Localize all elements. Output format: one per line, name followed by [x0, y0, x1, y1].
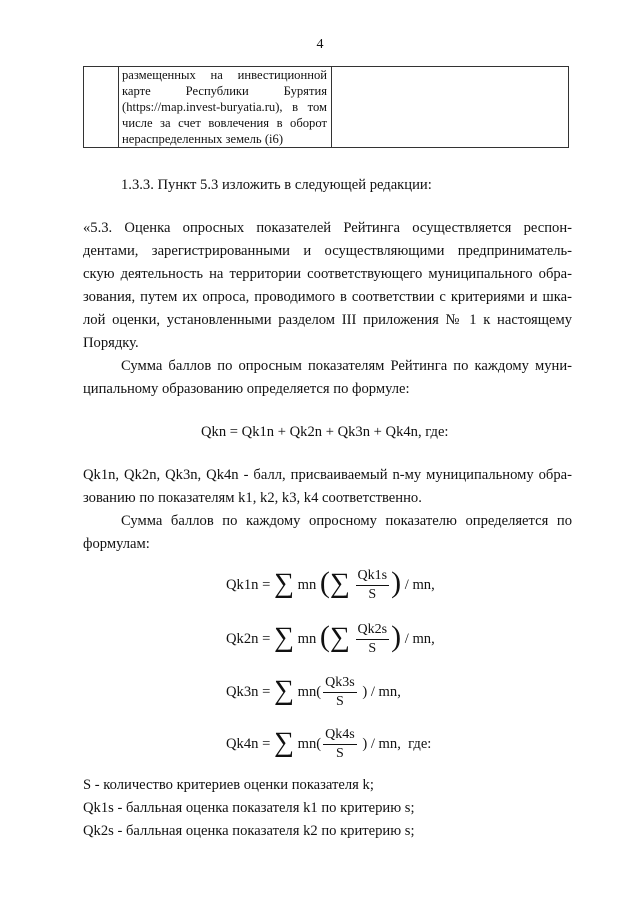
formula-mn: mn(: [297, 683, 322, 700]
definition-line: Qk2s - балльная оценка показателя k2 по критерию s;: [83, 823, 415, 839]
formula-paren: (: [319, 565, 330, 599]
sum-symbol-icon: ∑: [329, 567, 350, 599]
clause-heading: 1.3.3. Пункт 5.3 изложить в следующей редакции:: [121, 177, 432, 193]
table-cell-empty: [332, 67, 569, 148]
page-number: 4: [316, 37, 324, 52]
formula-fraction: [323, 727, 357, 762]
sum-symbol-icon: ∑: [273, 726, 294, 758]
sum-symbol-icon: ∑: [273, 621, 294, 653]
fraction-numerator: Qk2s: [356, 622, 390, 640]
formula-paren: ): [391, 565, 402, 599]
paragraph-line: Qk1n, Qk2n, Qk3n, Qk4n - балл, присваиваемый n-му муниципальному обра-: [83, 467, 572, 483]
fraction-numerator: Qk4s: [323, 727, 357, 745]
paragraph-line: дентами, зарегистрированными и осуществляющими предприниматель-: [83, 243, 572, 259]
formula-lhs: Qk4n =: [226, 735, 271, 752]
formula-mn: mn: [297, 630, 317, 647]
sum-symbol-icon: ∑: [273, 674, 294, 706]
paragraph-line: формулам:: [83, 536, 150, 552]
paragraph-line: скую деятельность на территории соответствующего муниципального обра-: [83, 266, 572, 282]
formula-qk3n: [226, 675, 401, 710]
fraction-numerator: Qk3s: [323, 675, 357, 693]
formula-fraction: [356, 568, 390, 603]
fraction-denominator: S: [368, 641, 377, 656]
table-fragment: [83, 66, 569, 148]
formula-mn: mn(: [297, 735, 322, 752]
table-cell-line: размещенных на инвестиционной: [122, 68, 327, 82]
paragraph-line: Сумма баллов по опросным показателям Рейтинга по каждому муни-: [121, 358, 572, 374]
formula-lhs: Qk2n =: [226, 630, 271, 647]
formula-qk1n: [226, 565, 435, 603]
paragraph-line: ципальному образованию определяется по формуле:: [83, 381, 410, 397]
table-cell-text: [119, 67, 332, 148]
fraction-denominator: S: [368, 587, 377, 602]
paragraph-line: зованию по показателям k1, k2, k3, k4 соответственно.: [83, 490, 422, 506]
formula-mn: mn: [297, 576, 317, 593]
sum-symbol-icon: ∑: [329, 621, 350, 653]
formula-lhs: Qk1n =: [226, 576, 271, 593]
formula-qk2n: [226, 619, 435, 657]
formula-tail: ) / mn, где:: [362, 735, 432, 752]
table-cell-line: числе за счет вовлечения в оборот: [122, 116, 327, 130]
formula-fraction: [323, 675, 357, 710]
sum-symbol-icon: ∑: [273, 567, 294, 599]
formula-tail: / mn,: [404, 630, 435, 647]
paragraph-line: зования, путем их опроса, проводимого в соответствии с критериями и шка-: [83, 289, 572, 305]
definition-line: S - количество критериев оценки показателя k;: [83, 777, 374, 793]
paragraph-line: лой оценки, установленными разделом III приложения № 1 к настоящему: [83, 312, 572, 328]
formula-lhs: Qk3n =: [226, 683, 271, 700]
formula-paren: ): [391, 619, 402, 653]
fraction-denominator: S: [335, 746, 344, 761]
paragraph-line: Порядку.: [83, 335, 139, 351]
paragraph-line: «5.3. Оценка опросных показателей Рейтинга осуществляется респон-: [83, 220, 572, 236]
formula-qk4n: [226, 727, 431, 762]
table-cell-line: (https://map.invest-buryatia.ru), в том: [122, 100, 327, 114]
fraction-denominator: S: [335, 694, 344, 709]
fraction-numerator: Qk1s: [356, 568, 390, 586]
formula-tail: ) / mn,: [362, 683, 401, 700]
formula-tail: / mn,: [404, 576, 435, 593]
table-cell-number: [84, 67, 119, 148]
formula-main: Qkn = Qk1n + Qk2n + Qk3n + Qk4n, где:: [201, 424, 449, 440]
formula-paren: (: [319, 619, 330, 653]
table-cell-line: нераспределенных земель (i6): [122, 132, 284, 146]
paragraph-line: Сумма баллов по каждому опросному показателю определяется по: [121, 513, 572, 529]
table-cell-line: карте Республики Бурятия: [122, 84, 327, 98]
formula-fraction: [356, 622, 390, 657]
definition-line: Qk1s - балльная оценка показателя k1 по критерию s;: [83, 800, 415, 816]
